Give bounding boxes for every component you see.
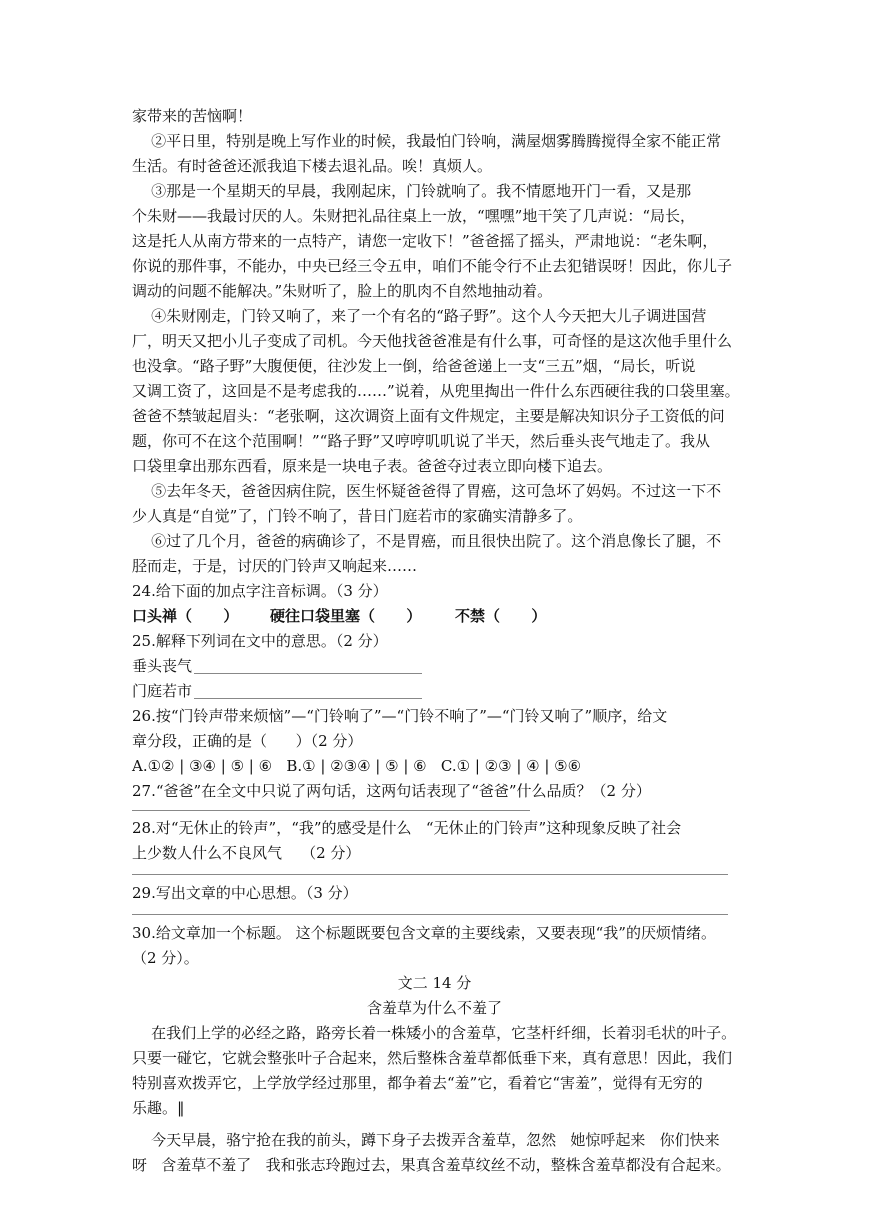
passage-line: 爸爸不禁皱起眉头：“老张啊，这次调资上面有文件规定，主要是解决知识分子工资低的问	[132, 407, 725, 425]
passage-line: 题，你可不在这个范围啊！”“路子野”又哼哼叽叽说了半天，然后垂头丧气地走了。我从	[132, 432, 711, 450]
question-26-cont: 章分段，正确的是（ ）（2 分）	[132, 732, 363, 750]
q25-term-chuitousangqi: 垂头丧气	[132, 657, 193, 675]
passage-line: 厂，明天又把小儿子变成了司机。今天他找爸爸准是有什么事，可奇怪的是这次他手里什么	[132, 332, 733, 350]
passage-line: 这是托人从南方带来的一点特产，请您一定收下！”爸爸摇了摇头，严肃地说：“老朱啊，	[132, 232, 718, 250]
section-label: 文二 14 分	[397, 974, 472, 992]
answer-blank[interactable]	[194, 698, 422, 699]
passage-line: 调动的问题不能解决。”朱财听了，脸上的肌肉不自然地抽动着。	[132, 282, 553, 300]
passage-line: 只要一碰它，它就会整张叶子合起来，然后整株含羞草都低垂下来，真有意思！因此，我们	[132, 1049, 733, 1067]
passage-line: 在我们上学的必经之路，路旁长着一株矮小的含羞草，它茎杆纤细，长着羽毛状的叶子。	[132, 1024, 737, 1042]
q25-term-mentingruoshi: 门庭若市	[132, 682, 193, 700]
question-28: 28.对“无休止的铃声”，“我”的感受是什么 “无休止的门铃声”这种现象反映了社会	[132, 819, 682, 837]
passage-line: ②平日里，特别是晚上写作业的时候，我最怕门铃响，满屋烟雾腾腾搅得全家不能正常	[132, 132, 722, 150]
q24-item-bujin[interactable]: 不禁（ ）	[455, 607, 547, 625]
passage-line: 胫而走，于是，讨厌的门铃声又响起来……	[132, 557, 418, 575]
q26-options[interactable]: A.①② | ③④ | ⑤ | ⑥ B.① | ②③④ | ⑤ | ⑥ C.① | ②③ | ④ | ⑤⑥	[132, 757, 582, 775]
passage-line: ③那是一个星期天的早晨，我刚起床，门铃就响了。我不情愿地开门一看，又是那	[132, 182, 692, 200]
passage-line: 家带来的苦恼啊！	[132, 107, 253, 125]
question-26: 26.按“门铃声带来烦恼”—“门铃响了”—“门铃不响了”—“门铃又响了”顺序，给文	[132, 707, 668, 725]
passage-line: 也没拿。“路子野”大腹便便，往沙发上一倒，给爸爸递上一支“三五”烟，“局长，听说	[132, 357, 696, 375]
question-29: 29.写出文章的中心思想。（3 分）	[132, 884, 358, 902]
answer-blank[interactable]	[132, 914, 728, 915]
passage-line: ④朱财刚走，门铃又响了，来了一个有名的“路子野”。这个人今天把大儿子调进国营	[132, 307, 707, 325]
passage-line: 生活。有时爸爸还派我追下楼去退礼品。唉！真烦人。	[132, 157, 493, 175]
question-30-cont: （2 分）。	[132, 949, 199, 967]
passage-line: 少人真是“自觉”了，门铃不响了，昔日门庭若市的家确实清静多了。	[132, 507, 583, 525]
question-24: 24.给下面的加点字注音标调。（3 分）	[132, 582, 388, 600]
question-30: 30.给文章加一个标题。 这个标题既要包含文章的主要线索，又要表现“我”的厌烦情绪。	[132, 924, 716, 942]
passage-line: 今天早晨，骆宁抢在我的前头，蹲下身子去拨弄含羞草，忽然 她惊呼起来 你们快来	[132, 1131, 720, 1149]
question-25: 25.解释下列词在文中的意思。（2 分）	[132, 632, 388, 650]
answer-blank[interactable]	[132, 874, 728, 875]
passage-line: ⑤去年冬天，爸爸因病住院，医生怀疑爸爸得了胃癌，这可急坏了妈妈。不过这一下不	[132, 482, 722, 500]
passage-line: 又调工资了，这回是不是考虑我的……”说着，从兜里掏出一件什么东西硬往我的口袋里塞。	[132, 382, 740, 400]
q24-item-sai[interactable]: 硬往口袋里塞（ ）	[270, 607, 422, 625]
passage-line: 个朱财——我最讨厌的人。朱财把礼品往桌上一放，“嘿嘿”地干笑了几声说：“局长，	[132, 207, 696, 225]
passage-title: 含羞草为什么不羞了	[366, 999, 502, 1017]
passage-line: 特别喜欢拨弄它，上学放学经过那里，都争着去“羞”它，看着它“害羞”，觉得有无穷的	[132, 1074, 703, 1092]
passage-line: 口袋里拿出那东西看，原来是一块电子表。爸爸夺过表立即向楼下追去。	[132, 457, 613, 475]
question-28-cont: 上少数人什么不良风气 （2 分）	[132, 844, 361, 862]
passage-line: 呀 含羞草不羞了 我和张志玲跑过去，果真含羞草纹丝不动，整株含羞草都没有合起来。	[132, 1156, 731, 1174]
passage-line: ⑥过了几个月，爸爸的病确诊了，不是胃癌，而且很快出院了。这个消息像长了腿，不	[132, 532, 722, 550]
answer-blank[interactable]	[194, 673, 422, 674]
answer-blank[interactable]	[132, 810, 530, 811]
question-27: 27.“爸爸”在全文中只说了两句话，这两句话表现了“爸爸”什么品质？（2 分）	[132, 782, 651, 800]
passage-line: 你说的那件事，不能办，中央已经三令五申，咱们不能令行不止去犯错误呀！因此，你儿子	[132, 257, 733, 275]
passage-line: 乐趣。‖	[132, 1099, 185, 1117]
q24-item-koutouchan[interactable]: 口头禅（ ）	[132, 607, 239, 625]
